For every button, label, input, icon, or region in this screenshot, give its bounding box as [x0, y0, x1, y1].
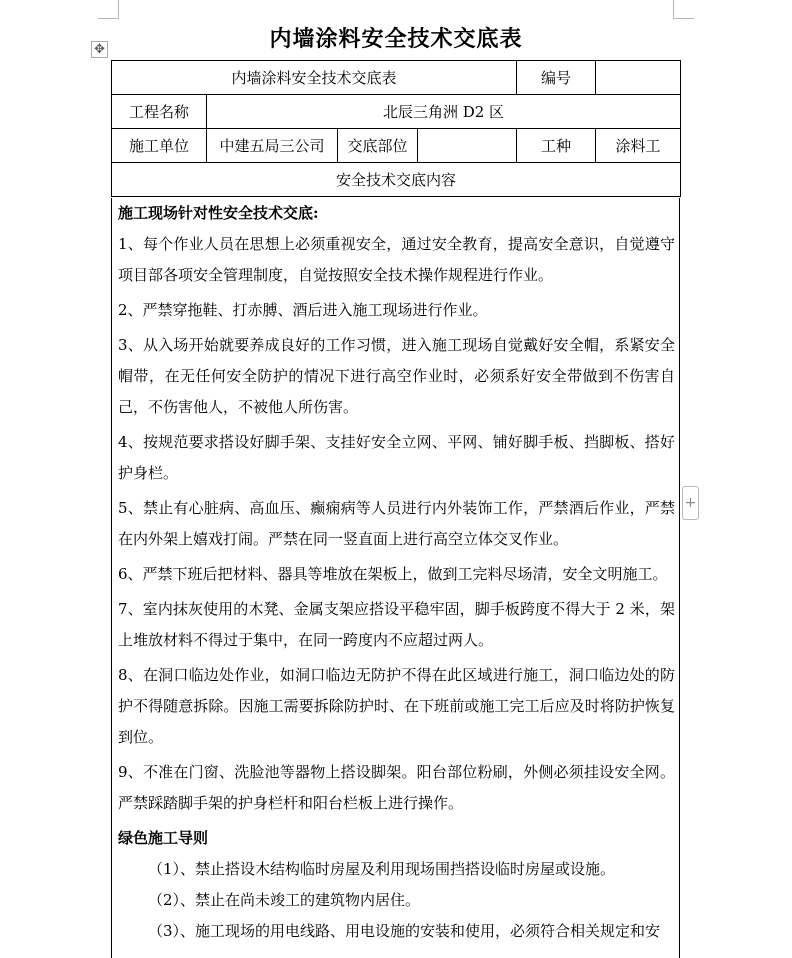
list-item: （1）、禁止搭设木结构临时房屋及利用现场围挡搭设临时房屋或设施。	[148, 860, 616, 878]
list-item: 1、每个作业人员在思想上必须重视安全，通过安全教育，提高安全意识，自觉遵守项目部各项安全管理制度，自觉按照安全技术操作规程进行作业。	[118, 235, 675, 284]
list-item: 5、禁止有心脏病、高血压、癫痫病等人员进行内外装饰工作，严禁酒后作业，严禁在内外架上嬉戏打闹。严禁在同一竖直面上进行高空立体交叉作业。	[118, 499, 675, 548]
list-item: 3、从入场开始就要养成良好的工作习惯，进入施工现场自觉戴好安全帽，系紧安全帽带，在无任何安全防护的情况下进行高空作业时，必须系好安全带做到不伤害自己，不伤害他人，不被他人所伤害。	[118, 336, 675, 416]
section-label-cell[interactable]: 安全技术交底内容	[112, 163, 681, 197]
list-item: 2、严禁穿拖鞋、打赤膊、酒后进入施工现场进行作业。	[118, 301, 488, 319]
trade-value-cell[interactable]: 涂料工	[596, 129, 681, 163]
list-item: 6、严禁下班后把材料、器具等堆放在架板上，做到工完料尽场清，安全文明施工。	[118, 565, 668, 583]
table-row	[112, 95, 681, 129]
header-table	[111, 60, 681, 197]
safety-content-cell[interactable]	[111, 198, 680, 958]
trade-label-cell[interactable]: 工种	[517, 129, 596, 163]
list-item: 8、在洞口临边处作业，如洞口临边无防护不得在此区域进行施工，洞口临边处的防护不得随意拆除。因施工需要拆除防护时、在下班前或施工完工后应及时将防护恢复到位。	[118, 666, 675, 746]
form-name-cell[interactable]: 内墙涂料安全技术交底表	[112, 61, 517, 95]
unit-label-cell[interactable]: 施工单位	[112, 129, 207, 163]
table-row	[112, 163, 681, 197]
table-row	[112, 129, 681, 163]
page-corner-mark-left	[98, 0, 119, 19]
page-corner-mark-right	[673, 0, 694, 19]
unit-value-cell[interactable]: 中建五局三公司	[207, 129, 338, 163]
list-item: 9、不准在门窗、洗脸池等器物上搭设脚架。阳台部位粉刷，外侧必须挂设安全网。严禁踩踏脚手架的护身栏杆和阳台栏板上进行操作。	[118, 763, 675, 812]
section-heading: 绿色施工导则	[118, 829, 209, 847]
list-item: 4、按规范要求搭设好脚手架、支挂好安全立网、平网、铺好脚手板、挡脚板、搭好护身栏。	[118, 433, 675, 482]
project-label-cell[interactable]: 工程名称	[112, 95, 207, 129]
part-value-cell[interactable]	[418, 129, 517, 163]
section-heading: 施工现场针对性安全技术交底:	[118, 204, 319, 222]
add-row-icon[interactable]: +	[682, 486, 699, 520]
number-label-cell[interactable]: 编号	[517, 61, 596, 95]
part-label-cell[interactable]: 交底部位	[338, 129, 418, 163]
list-item: （3）、施工现场的用电线路、用电设施的安装和使用，必须符合相关规定和安	[148, 922, 661, 940]
list-item: （2）、禁止在尚未竣工的建筑物内居住。	[148, 891, 421, 909]
project-value-cell[interactable]: 北辰三角洲 D2 区	[207, 95, 681, 129]
table-move-handle-icon[interactable]: ✥	[91, 41, 108, 58]
document-title: 内墙涂料安全技术交底表	[269, 26, 523, 52]
table-row	[112, 61, 681, 95]
list-item: 7、室内抹灰使用的木凳、金属支架应搭设平稳牢固，脚手板跨度不得大于 2 米，架上堆放材料不得过于集中，在同一跨度内不应超过两人。	[118, 600, 675, 649]
number-value-cell[interactable]	[596, 61, 681, 95]
